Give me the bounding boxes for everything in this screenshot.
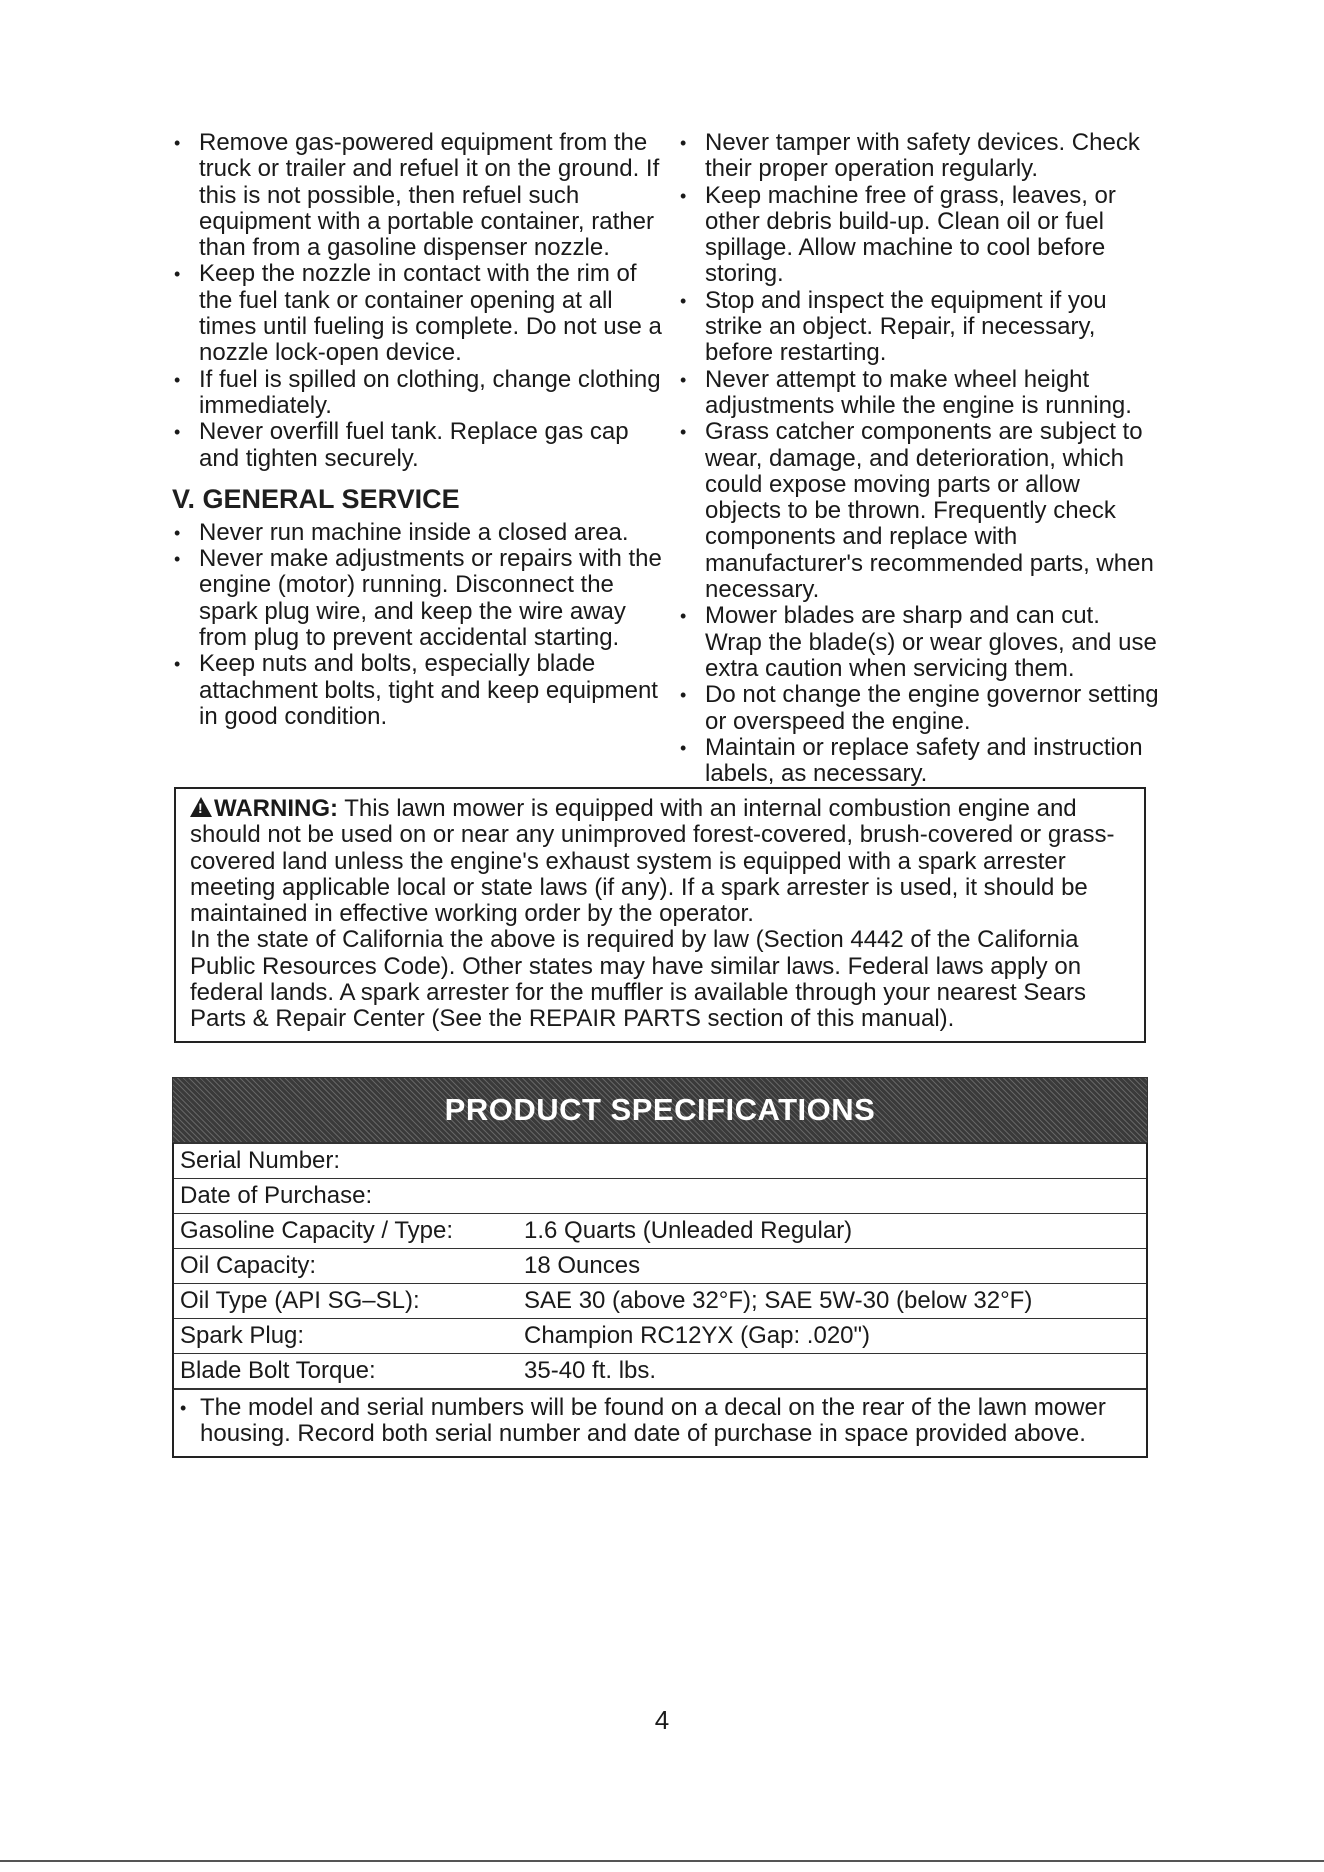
spec-label: Blade Bolt Torque: — [173, 1354, 518, 1389]
list-item: • Never attempt to make wheel height adjustments while the engine is running. — [678, 367, 1160, 420]
list-item: • The model and serial numbers will be found on a decal on the rear of the lawn mower housing. Record both serial number and date of purchase in space provided above. — [180, 1395, 1140, 1448]
table-row — [173, 1179, 1147, 1214]
list-item: • Mower blades are sharp and can cut. Wrap the blade(s) or wear gloves, and use extra caution when servicing them. — [678, 603, 1160, 682]
table-row — [173, 1284, 1147, 1319]
warning-box — [174, 787, 1146, 1043]
warning-label: WARNING: — [214, 795, 338, 822]
spec-label: Oil Type (API SG–SL): — [173, 1284, 518, 1319]
list-item: • Stop and inspect the equipment if you strike an object. Repair, if necessary, before restarting. — [678, 288, 1160, 367]
list-item: • Never tamper with safety devices. Check their proper operation regularly. — [678, 130, 1160, 183]
page-number: 4 — [654, 1705, 670, 1735]
list-item: • Maintain or replace safety and instruction labels, as necessary. — [678, 735, 1160, 788]
safety-bullets — [678, 130, 1160, 787]
table-row — [173, 1319, 1147, 1354]
warning-paragraph-california: In the state of California the above is required by law (Section 4442 of the California Public Resources Code). Other states may have similar laws. Federal laws apply on federal lands. A spark arrester for the muffler is available through your nearest Sears Parts & Repair Center (See the REPAIR PARTS section of this manual). — [190, 926, 1087, 1033]
table-row — [173, 1214, 1147, 1249]
warning-paragraph — [190, 796, 1130, 927]
spec-value — [518, 1144, 1147, 1179]
spec-label: Oil Capacity: — [173, 1249, 518, 1284]
spec-value: 18 Ounces — [518, 1249, 1147, 1284]
list-item: • Remove gas-powered equipment from the truck or trailer and refuel it on the ground. If this is not possible, then refuel such equipment with a portable container, rather than from a gasoline dispenser nozzle. — [172, 130, 672, 261]
list-item: • Keep the nozzle in contact with the rim of the fuel tank or container opening at all times until fueling is complete. Do not use a nozzle lock-open device. — [172, 261, 672, 366]
table-row — [173, 1249, 1147, 1284]
spec-value: 1.6 Quarts (Unleaded Regular) — [518, 1214, 1147, 1249]
spec-value: SAE 30 (above 32°F); SAE 5W-30 (below 32°F) — [518, 1284, 1147, 1319]
specifications-note — [172, 1389, 1148, 1458]
section-heading-general-service: V. GENERAL SERVICE — [172, 483, 460, 514]
list-item: • If fuel is spilled on clothing, change clothing immediately. — [172, 367, 672, 420]
warning-triangle-icon — [190, 797, 212, 817]
note-list — [180, 1395, 1140, 1448]
list-item: • Do not change the engine governor setting or overspeed the engine. — [678, 682, 1160, 735]
specifications-title: PRODUCT SPECIFICATIONS — [172, 1077, 1148, 1143]
left-column — [172, 130, 672, 730]
general-service-bullets — [172, 520, 672, 730]
list-item: • Keep machine free of grass, leaves, or other debris build-up. Clean oil or fuel spillage. Allow machine to cool before storing. — [678, 183, 1160, 288]
table-row — [173, 1354, 1147, 1389]
list-item: • Keep nuts and bolts, especially blade attachment bolts, tight and keep equipment in good condition. — [172, 651, 672, 730]
table-row — [173, 1144, 1147, 1179]
bottom-rule — [0, 1860, 1324, 1862]
list-item: • Never run machine inside a closed area. — [172, 520, 672, 546]
spec-value: 35-40 ft. lbs. — [518, 1354, 1147, 1389]
spec-value: Champion RC12YX (Gap: .020") — [518, 1319, 1147, 1354]
spec-label: Spark Plug: — [173, 1319, 518, 1354]
fueling-bullets — [172, 130, 672, 472]
warning-text: This lawn mower is equipped with an internal combustion engine and should not be used on or near any unimproved forest-covered, brush-covered or grass-covered land unless the engine's exhaust system is equipped with a spark arrester meeting applicable local or state laws (if any). If a spark arrester is used, it should be maintained in effective working order by the operator. — [190, 795, 1115, 928]
spec-label: Serial Number: — [173, 1144, 518, 1179]
list-item: • Grass catcher components are subject to wear, damage, and deterioration, which could expose moving parts or allow objects to be thrown. Frequently check components and replace with manufacturer's recommended parts, when necessary. — [678, 419, 1160, 603]
spec-label: Gasoline Capacity / Type: — [173, 1214, 518, 1249]
product-specifications — [172, 1077, 1148, 1458]
list-item: • Never overfill fuel tank. Replace gas cap and tighten securely. — [172, 419, 672, 472]
spec-label: Date of Purchase: — [173, 1179, 518, 1214]
list-item: • Never make adjustments or repairs with the engine (motor) running. Disconnect the spark plug wire, and keep the wire away from plug to prevent accidental starting. — [172, 546, 672, 651]
right-column — [678, 130, 1160, 787]
spec-value — [518, 1179, 1147, 1214]
specifications-table — [172, 1143, 1148, 1389]
